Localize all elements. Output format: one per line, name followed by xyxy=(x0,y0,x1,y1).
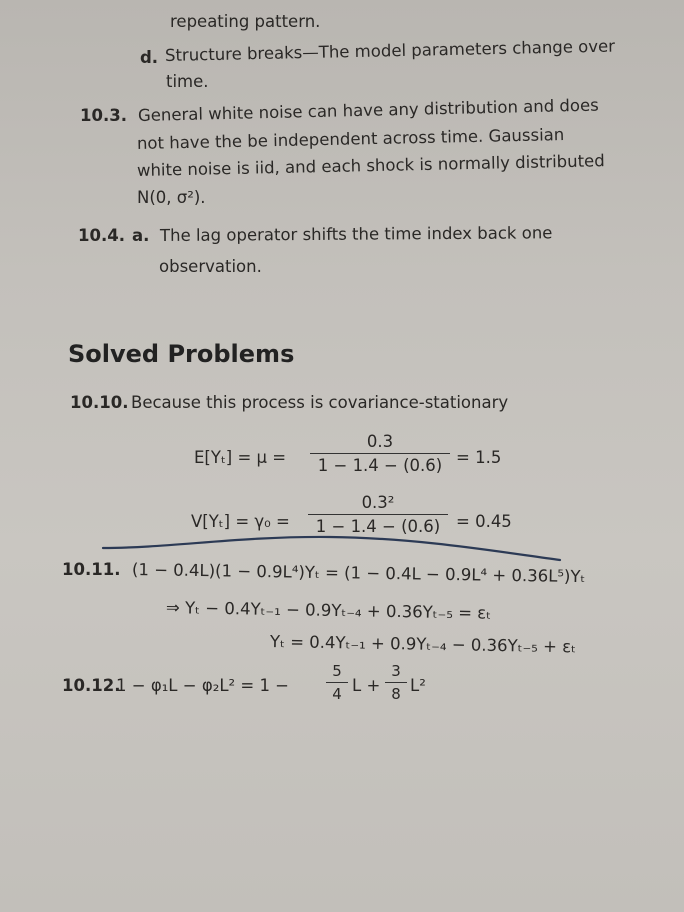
section-heading-solved-problems: Solved Problems xyxy=(68,340,295,368)
eq2-rhs: = 0.45 xyxy=(456,512,512,531)
fraction-3-over-8 xyxy=(385,662,407,703)
fraction-5-over-4-numerator: 5 xyxy=(326,662,348,683)
item-d-label: d. xyxy=(140,48,159,67)
answer-10-4-line1: The lag operator shifts the time index back one xyxy=(159,223,553,245)
eq2-denominator: 1 − 1.4 − (0.6) xyxy=(315,517,441,536)
problem-10-11-line3: Yₜ = 0.4Yₜ₋₁ + 0.9Yₜ₋₄ − 0.36Yₜ₋₅ + εₜ xyxy=(269,632,577,657)
eq1-numerator: 0.3 xyxy=(310,432,450,454)
fraction-5-over-4-denominator: 4 xyxy=(332,685,342,703)
answer-10-3-line1: General white noise can have any distribution and does xyxy=(137,95,599,125)
eq2-lhs: V[Yₜ] = γ₀ = xyxy=(191,512,290,531)
problem-10-12-mid: L + xyxy=(352,676,381,695)
problem-10-11-line1: (1 − 0.4L)(1 − 0.9L⁴)Yₜ = (1 − 0.4L − 0.9L⁴ + 0.36L⁵)Yₜ xyxy=(131,560,586,587)
problem-10-11-number: 10.11. xyxy=(62,560,121,579)
problem-10-10-number: 10.10. xyxy=(70,393,129,412)
answer-10-3-line3: white noise is iid, and each shock is normally distributed xyxy=(136,151,605,180)
answer-10-3-line2: not have the be independent across time. Gaussian xyxy=(136,125,565,153)
eq2-numerator: 0.3² xyxy=(308,493,448,515)
text-repeating-pattern: repeating pattern. xyxy=(170,12,321,31)
answer-10-4-line2: observation. xyxy=(159,257,262,276)
fraction-3-over-8-numerator: 3 xyxy=(385,662,407,683)
fraction-5-over-4 xyxy=(326,662,348,703)
eq1-rhs: = 1.5 xyxy=(456,448,502,467)
answer-10-4-number: 10.4. xyxy=(78,226,125,245)
eq1-lhs: E[Yₜ] = μ = xyxy=(194,448,287,467)
problem-10-12-number: 10.12. xyxy=(62,676,121,695)
item-d-text-line2: time. xyxy=(166,72,209,91)
answer-10-3-number: 10.3. xyxy=(80,106,127,125)
problem-10-12-tail: L² xyxy=(410,676,426,695)
answer-10-3-line4: N(0, σ²). xyxy=(137,188,206,207)
problem-10-11-line2: ⇒ Yₜ − 0.4Yₜ₋₁ − 0.9Yₜ₋₄ + 0.36Yₜ₋₅ = εₜ xyxy=(165,598,492,623)
item-d-text-line1: Structure breaks—The model parameters change over xyxy=(164,36,616,65)
answer-10-4-a-label: a. xyxy=(132,226,150,245)
problem-10-10-intro: Because this process is covariance-stationary xyxy=(131,393,509,412)
eq1-denominator: 1 − 1.4 − (0.6) xyxy=(317,456,443,475)
fraction-3-over-8-denominator: 8 xyxy=(391,685,401,703)
problem-10-12-lhs: 1 − φ₁L − φ₂L² = 1 − xyxy=(116,676,290,695)
